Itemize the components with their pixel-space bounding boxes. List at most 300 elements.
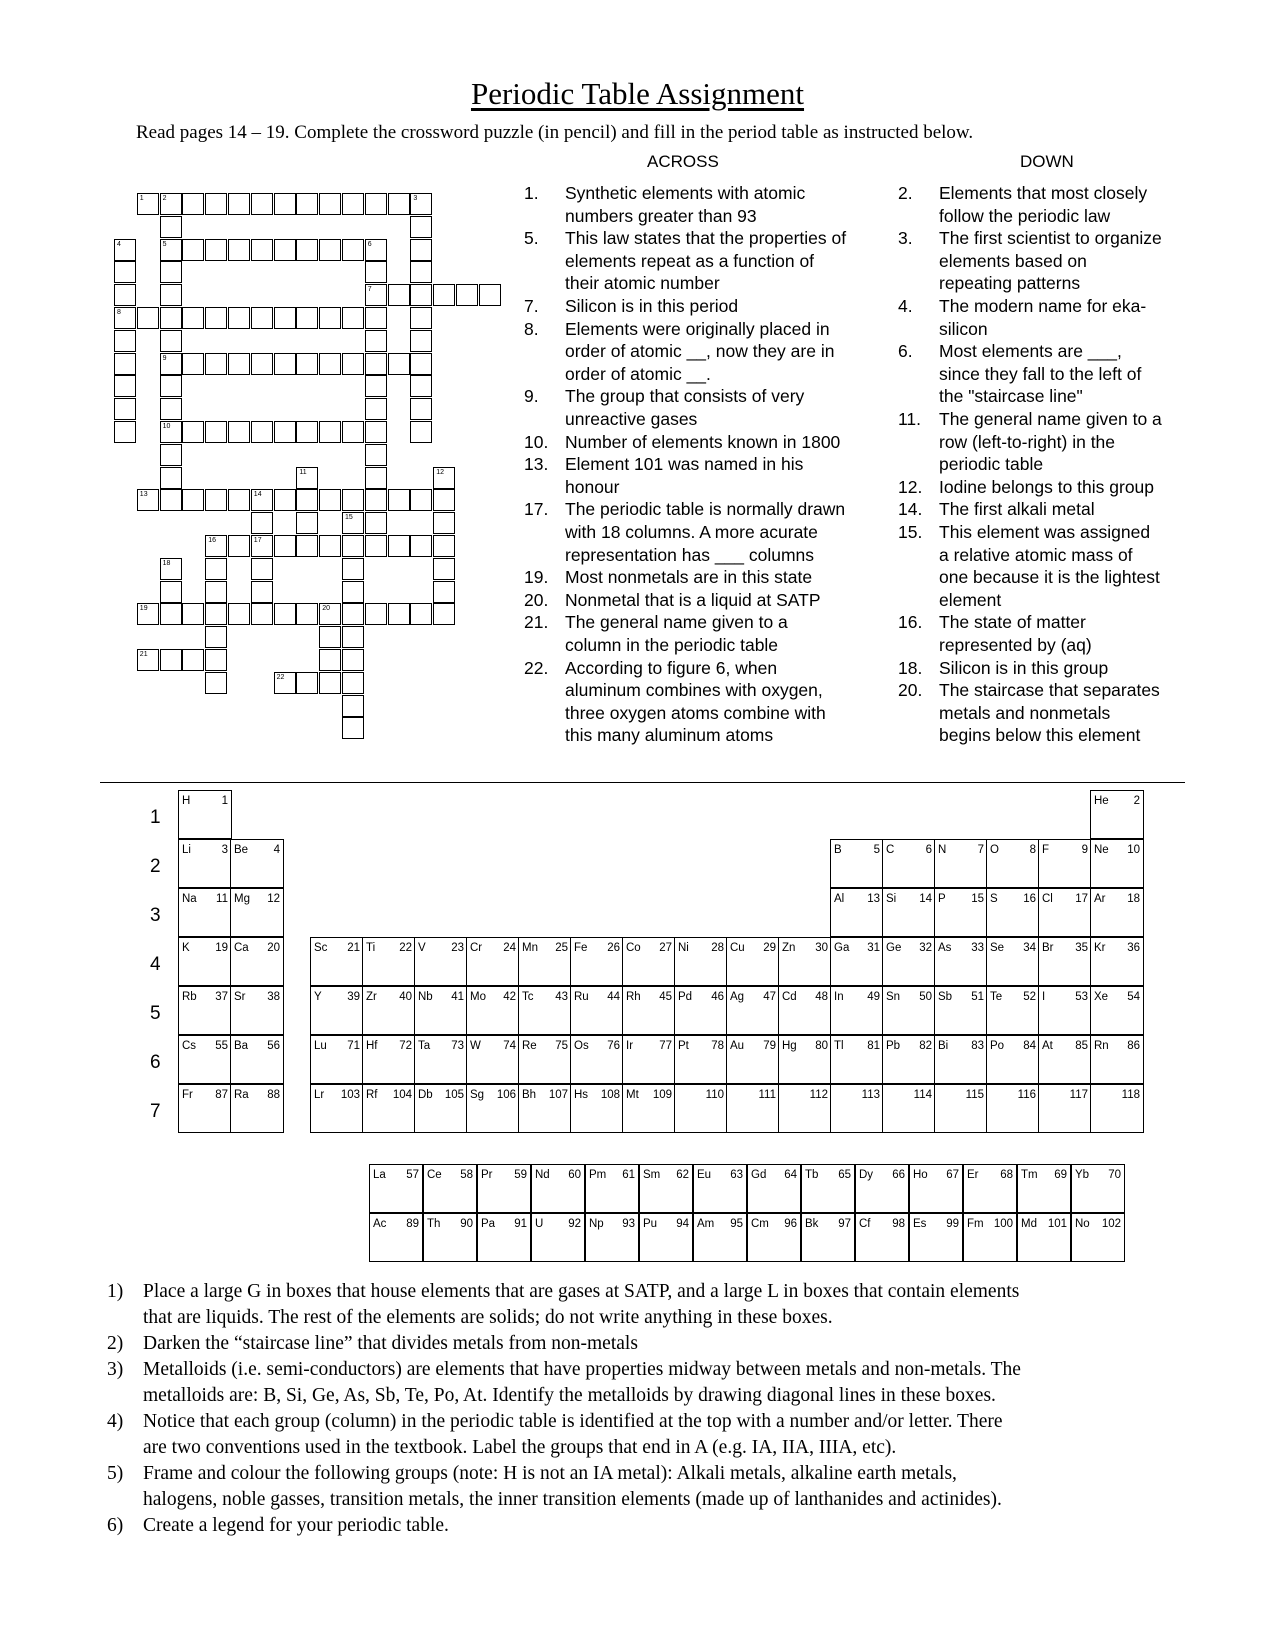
crossword-cell[interactable] [205,626,227,648]
crossword-cell[interactable] [228,421,250,443]
crossword-cell[interactable] [479,284,501,306]
element-cell[interactable] [230,839,284,888]
element-cell[interactable] [369,1213,423,1262]
crossword-cell[interactable] [228,307,250,329]
crossword-cell[interactable] [228,603,250,625]
crossword-cell[interactable] [365,421,387,443]
crossword-cell[interactable] [342,353,364,375]
crossword-cell[interactable] [228,353,250,375]
crossword-cell[interactable] [319,239,341,261]
crossword-cell[interactable] [205,193,227,215]
crossword-cell[interactable] [205,421,227,443]
element-cell[interactable] [1038,1035,1092,1084]
crossword-cell[interactable] [388,535,410,557]
crossword-cell[interactable] [160,261,182,283]
crossword-cell[interactable] [433,535,455,557]
crossword-cell[interactable] [205,603,227,625]
crossword-cell[interactable] [182,193,204,215]
element-cell[interactable] [414,986,468,1035]
crossword-cell[interactable] [410,398,432,420]
element-cell[interactable] [882,937,936,986]
element-cell[interactable] [909,1213,963,1262]
crossword-cell[interactable] [160,603,182,625]
element-cell[interactable] [986,986,1040,1035]
crossword-cell[interactable] [410,284,432,306]
element-cell[interactable] [747,1164,801,1213]
element-symbol: Ag [730,991,745,1003]
crossword-cell[interactable] [114,353,136,375]
element-cell[interactable] [674,1035,728,1084]
crossword-cell[interactable] [205,307,227,329]
crossword-cell[interactable] [251,421,273,443]
crossword-cell[interactable] [342,626,364,648]
element-cell[interactable] [230,888,284,937]
crossword-cell[interactable] [182,489,204,511]
element-cell[interactable] [726,1084,780,1133]
element-cell[interactable] [570,986,624,1035]
element-cell[interactable] [1090,937,1144,986]
crossword-cell[interactable] [182,421,204,443]
crossword-cell[interactable] [251,353,273,375]
element-cell[interactable] [934,986,988,1035]
element-cell[interactable] [934,1035,988,1084]
crossword-cell[interactable] [137,489,159,511]
element-cell[interactable] [882,1084,936,1133]
crossword-cell[interactable] [410,239,432,261]
element-cell[interactable] [570,1084,624,1133]
element-cell[interactable] [882,888,936,937]
element-cell[interactable] [414,937,468,986]
crossword-cell[interactable] [114,398,136,420]
crossword-cell[interactable] [160,307,182,329]
element-cell[interactable] [477,1164,531,1213]
crossword-cell[interactable] [365,193,387,215]
crossword-cell[interactable] [114,307,136,329]
crossword-cell[interactable] [274,239,296,261]
crossword-cell[interactable] [137,307,159,329]
element-cell[interactable] [778,937,832,986]
crossword-cell[interactable] [319,421,341,443]
crossword-cell[interactable] [205,535,227,557]
element-cell[interactable] [178,937,232,986]
crossword-cell[interactable] [137,603,159,625]
crossword-cell[interactable] [388,284,410,306]
element-cell[interactable] [518,986,572,1035]
element-cell[interactable] [178,1084,232,1133]
crossword-cell[interactable] [160,284,182,306]
crossword-cell[interactable] [342,649,364,671]
element-cell[interactable] [466,937,520,986]
crossword-cell[interactable] [365,284,387,306]
crossword-cell[interactable] [160,558,182,580]
element-cell[interactable] [1090,1035,1144,1084]
crossword-cell[interactable] [296,421,318,443]
crossword-cell[interactable] [114,239,136,261]
element-cell[interactable] [726,986,780,1035]
crossword-cell[interactable] [342,239,364,261]
crossword-cell[interactable] [205,581,227,603]
crossword-cell[interactable] [456,284,478,306]
crossword-cell[interactable] [160,649,182,671]
element-cell[interactable] [726,1035,780,1084]
crossword-cell[interactable] [365,353,387,375]
element-cell[interactable] [1071,1213,1125,1262]
crossword-cell[interactable] [342,581,364,603]
element-cell[interactable] [986,839,1040,888]
crossword-cell[interactable] [410,216,432,238]
crossword-cell[interactable] [342,307,364,329]
crossword-cell[interactable] [274,421,296,443]
crossword-cell[interactable] [342,558,364,580]
crossword-cell[interactable] [160,581,182,603]
crossword-cell[interactable] [114,330,136,352]
element-cell[interactable] [585,1213,639,1262]
crossword-cell[interactable] [342,672,364,694]
crossword-cell[interactable] [365,489,387,511]
element-cell[interactable] [693,1213,747,1262]
clue-text-line: order of atomic __. [565,363,711,384]
element-cell[interactable] [414,1084,468,1133]
crossword-cell[interactable] [205,558,227,580]
element-cell[interactable] [362,986,416,1035]
element-cell[interactable] [518,937,572,986]
element-cell[interactable] [230,937,284,986]
crossword-cell[interactable] [342,535,364,557]
element-cell[interactable] [230,1035,284,1084]
crossword-cell[interactable] [410,193,432,215]
element-cell[interactable] [310,1084,364,1133]
element-cell[interactable] [986,888,1040,937]
crossword-cell[interactable] [160,330,182,352]
crossword-cell[interactable] [342,717,364,739]
crossword-cell[interactable] [160,216,182,238]
crossword-cell[interactable] [388,489,410,511]
crossword-cell[interactable] [296,672,318,694]
element-cell[interactable] [423,1213,477,1262]
element-cell[interactable] [726,937,780,986]
crossword-cell[interactable] [296,489,318,511]
element-cell[interactable] [178,888,232,937]
element-cell[interactable] [674,937,728,986]
element-cell[interactable] [178,1035,232,1084]
element-cell[interactable] [466,986,520,1035]
element-cell[interactable] [518,1035,572,1084]
crossword-cell[interactable] [433,558,455,580]
crossword-cell[interactable] [182,239,204,261]
crossword-cell[interactable] [205,239,227,261]
crossword-cell[interactable] [365,512,387,534]
element-cell[interactable] [830,986,884,1035]
element-cell[interactable] [855,1213,909,1262]
element-symbol: Bi [938,1040,949,1052]
element-cell[interactable] [1090,986,1144,1035]
element-cell[interactable] [622,986,676,1035]
crossword-cell[interactable] [410,307,432,329]
element-cell[interactable] [310,1035,364,1084]
element-cell[interactable] [518,1084,572,1133]
crossword-cell[interactable] [410,261,432,283]
crossword-cell[interactable] [365,467,387,489]
crossword-cell[interactable] [114,421,136,443]
element-cell[interactable] [1017,1164,1071,1213]
crossword-cell[interactable] [296,193,318,215]
element-cell[interactable] [362,1084,416,1133]
element-cell[interactable] [622,1084,676,1133]
crossword-cell[interactable] [365,239,387,261]
element-cell[interactable] [778,986,832,1035]
crossword-cell[interactable] [274,672,296,694]
crossword-cell[interactable] [205,489,227,511]
crossword-cell[interactable] [274,307,296,329]
element-cell[interactable] [466,1035,520,1084]
element-cell[interactable] [830,937,884,986]
crossword-cell[interactable] [319,626,341,648]
crossword-cell[interactable] [433,284,455,306]
crossword-cell[interactable] [365,307,387,329]
crossword-cell[interactable] [365,330,387,352]
element-cell[interactable] [986,1084,1040,1133]
crossword-cell[interactable] [319,489,341,511]
crossword-cell[interactable] [410,421,432,443]
element-cell[interactable] [1038,986,1092,1035]
crossword-cell[interactable] [342,603,364,625]
crossword-cell[interactable] [365,398,387,420]
element-cell[interactable] [310,986,364,1035]
crossword-cell[interactable] [410,375,432,397]
crossword-cell[interactable] [251,603,273,625]
element-cell[interactable] [963,1213,1017,1262]
across-heading: ACROSS [647,152,719,171]
crossword-cell[interactable] [319,193,341,215]
element-cell[interactable] [1038,888,1092,937]
element-cell[interactable] [1090,888,1144,937]
crossword-cell[interactable] [160,239,182,261]
element-cell[interactable] [830,888,884,937]
element-symbol: Md [1021,1218,1037,1230]
element-symbol: Sc [314,942,328,954]
element-cell[interactable] [963,1164,1017,1213]
element-cell[interactable] [934,888,988,937]
element-cell[interactable] [693,1164,747,1213]
element-cell[interactable] [362,1035,416,1084]
crossword-cell[interactable] [251,512,273,534]
crossword-cell[interactable] [160,193,182,215]
element-cell[interactable] [882,986,936,1035]
element-cell[interactable] [986,1035,1040,1084]
element-cell[interactable] [310,937,364,986]
crossword-cell[interactable] [296,467,318,489]
crossword-cell[interactable] [251,307,273,329]
element-symbol: Ac [373,1218,387,1230]
element-cell[interactable] [585,1164,639,1213]
element-cell[interactable] [570,937,624,986]
crossword-cell[interactable] [182,649,204,671]
crossword-cell[interactable] [182,603,204,625]
element-cell[interactable] [639,1213,693,1262]
crossword-cell[interactable] [296,512,318,534]
element-cell[interactable] [570,1035,624,1084]
crossword-cell[interactable] [274,193,296,215]
element-cell[interactable] [674,986,728,1035]
crossword-cell[interactable] [319,672,341,694]
element-cell[interactable] [830,1035,884,1084]
crossword-cell[interactable] [274,535,296,557]
element-cell[interactable] [178,790,232,839]
crossword-cell[interactable] [388,193,410,215]
crossword-cell[interactable] [410,603,432,625]
crossword-cell[interactable] [296,239,318,261]
element-cell[interactable] [934,1084,988,1133]
crossword-cell[interactable] [205,353,227,375]
element-cell[interactable] [1090,1084,1144,1133]
element-cell[interactable] [178,986,232,1035]
crossword-cell[interactable] [205,672,227,694]
crossword-cell[interactable] [160,375,182,397]
crossword-cell[interactable] [365,603,387,625]
crossword-cell[interactable] [137,193,159,215]
crossword-cell[interactable] [365,535,387,557]
element-cell[interactable] [801,1164,855,1213]
crossword-cell[interactable] [410,489,432,511]
crossword-cell[interactable] [365,444,387,466]
crossword-cell[interactable] [228,193,250,215]
crossword-cell[interactable] [319,603,341,625]
crossword-cell[interactable] [319,535,341,557]
element-cell[interactable] [1038,937,1092,986]
crossword-cell[interactable] [410,353,432,375]
element-cell[interactable] [362,937,416,986]
element-cell[interactable] [1038,839,1092,888]
element-cell[interactable] [230,986,284,1035]
element-cell[interactable] [747,1213,801,1262]
crossword-cell[interactable] [182,307,204,329]
crossword-cell[interactable] [160,467,182,489]
element-cell[interactable] [1090,839,1144,888]
crossword-cell[interactable] [388,353,410,375]
element-cell[interactable] [934,839,988,888]
crossword-cell[interactable] [296,307,318,329]
crossword-cell[interactable] [433,603,455,625]
element-cell[interactable] [639,1164,693,1213]
element-cell[interactable] [882,839,936,888]
crossword-cell[interactable] [433,489,455,511]
element-cell[interactable] [830,1084,884,1133]
element-cell[interactable] [477,1213,531,1262]
crossword-cell[interactable] [114,284,136,306]
crossword-cell[interactable] [251,239,273,261]
element-cell[interactable] [830,839,884,888]
crossword-cell[interactable] [114,375,136,397]
crossword-cell[interactable] [342,193,364,215]
element-symbol: Mg [234,893,250,905]
atomic-number: 36 [1127,942,1140,954]
crossword-cell[interactable] [251,558,273,580]
instruction-text-line: Create a legend for your periodic table. [143,1515,449,1536]
element-cell[interactable] [531,1213,585,1262]
crossword-cell[interactable] [319,353,341,375]
crossword-cell[interactable] [228,239,250,261]
crossword-clue-number: 7 [367,286,372,294]
element-cell[interactable] [622,937,676,986]
element-cell[interactable] [778,1084,832,1133]
crossword-cell[interactable] [433,467,455,489]
crossword-cell[interactable] [274,603,296,625]
element-cell[interactable] [1071,1164,1125,1213]
crossword-cell[interactable] [319,307,341,329]
crossword-cell[interactable] [251,489,273,511]
crossword-cell[interactable] [296,603,318,625]
crossword-cell[interactable] [182,353,204,375]
element-cell[interactable] [801,1213,855,1262]
crossword-cell[interactable] [274,353,296,375]
crossword-cell[interactable] [137,649,159,671]
element-cell[interactable] [1038,1084,1092,1133]
element-cell[interactable] [934,937,988,986]
element-cell[interactable] [369,1164,423,1213]
crossword-cell[interactable] [160,421,182,443]
element-cell[interactable] [230,1084,284,1133]
crossword-cell[interactable] [388,603,410,625]
element-cell[interactable] [882,1035,936,1084]
element-cell[interactable] [778,1035,832,1084]
crossword-cell[interactable] [410,535,432,557]
element-cell[interactable] [178,839,232,888]
crossword-cell[interactable] [342,512,364,534]
element-cell[interactable] [1090,790,1144,839]
atomic-number: 63 [730,1169,743,1181]
element-cell[interactable] [909,1164,963,1213]
crossword-cell[interactable] [114,261,136,283]
crossword-cell[interactable] [251,193,273,215]
crossword-cell[interactable] [342,421,364,443]
crossword-cell[interactable] [205,649,227,671]
crossword-cell[interactable] [342,489,364,511]
crossword-cell[interactable] [319,649,341,671]
crossword-cell[interactable] [410,330,432,352]
crossword-cell[interactable] [160,444,182,466]
crossword-cell[interactable] [251,581,273,603]
element-cell[interactable] [1017,1213,1071,1262]
crossword-cell[interactable] [228,489,250,511]
crossword-cell[interactable] [160,353,182,375]
element-cell[interactable] [622,1035,676,1084]
element-symbol: Re [522,1040,537,1052]
element-cell[interactable] [855,1164,909,1213]
crossword-clue-number: 12 [436,468,444,476]
crossword-cell[interactable] [160,489,182,511]
crossword-cell[interactable] [296,353,318,375]
element-cell[interactable] [986,937,1040,986]
crossword-cell[interactable] [342,695,364,717]
crossword-cell[interactable] [365,261,387,283]
element-symbol: Mt [626,1089,639,1101]
crossword-cell[interactable] [251,535,273,557]
atomic-number: 103 [340,1089,360,1101]
crossword-cell[interactable] [274,489,296,511]
crossword-cell[interactable] [296,535,318,557]
element-cell[interactable] [414,1035,468,1084]
element-cell[interactable] [466,1084,520,1133]
crossword-cell[interactable] [365,375,387,397]
element-cell[interactable] [423,1164,477,1213]
element-cell[interactable] [674,1084,728,1133]
crossword-cell[interactable] [433,512,455,534]
element-cell[interactable] [531,1164,585,1213]
crossword-cell[interactable] [228,535,250,557]
atomic-number: 15 [971,893,984,905]
crossword-cell[interactable] [433,581,455,603]
crossword-cell[interactable] [160,398,182,420]
